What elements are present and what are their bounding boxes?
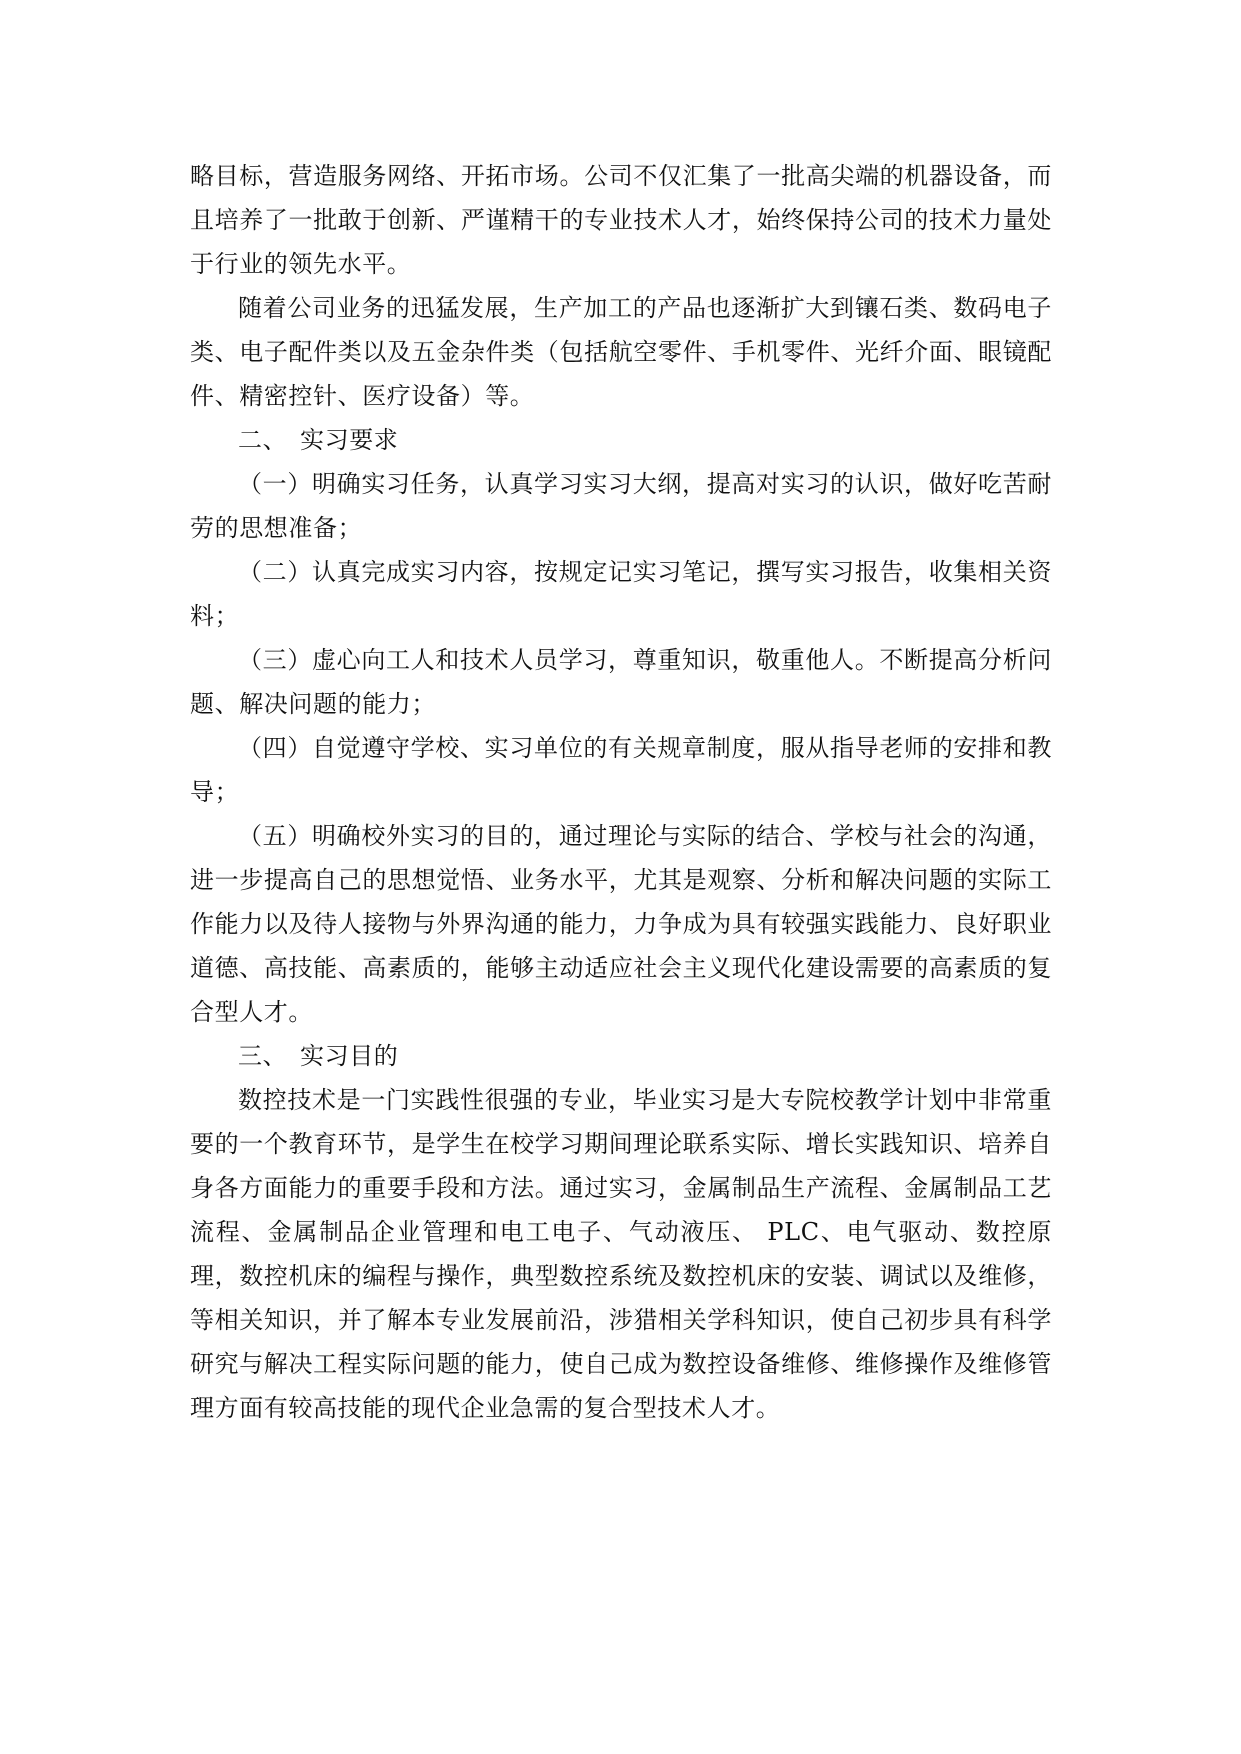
section-number: 三、 — [238, 1042, 288, 1070]
requirement-item-5: （五）明确校外实习的目的，通过理论与实际的结合、学校与社会的沟通，进一步提高自己的思想觉悟、业务水平，尤其是观察、分析和解决问题的实际工作能力以及待人接物与外界沟通的能力，力争成为具有较强实践能力、良好职业道德、高技能、高素质的，能够主动适应社会主义现代化建设需要的高素质的复合型人才。 — [190, 822, 1052, 1026]
paragraph-internship-purpose: 数控技术是一门实践性很强的专业，毕业实习是大专院校教学计划中非常重要的一个教育环节，是学生在校学习期间理论联系实际、增长实践知识、培养自身各方面能力的重要手段和方法。通过实习，金属制品生产流程、金属制品工艺流程、金属制品企业管理和电工电子、气动液压、 PLC、电气驱动、数控原理，数控机床的编程与操作，典型数控系统及数控机床的安装、调试以及维修，等相关知识，并了解本专业发展前沿，涉猎相关学科知识，使自己初步具有科学研究与解决工程实际问题的能力，使自己成为数控设备维修、维修操作及维修管理方面有较高技能的现代企业急需的复合型技术人才。 — [190, 1086, 1052, 1422]
paragraph-business-growth: 随着公司业务的迅猛发展，生产加工的产品也逐渐扩大到镶石类、数码电子类、电子配件类以及五金杂件类（包括航空零件、手机零件、光纤介面、眼镜配件、精密控针、医疗设备）等。 — [190, 294, 1052, 410]
paragraph-company-intro-continued: 略目标，营造服务网络、开拓市场。公司不仅汇集了一批高尖端的机器设备，而且培养了一批敢于创新、严谨精干的专业技术人才，始终保持公司的技术力量处于行业的领先水平。 — [190, 162, 1052, 278]
section-heading-requirements — [190, 418, 1052, 462]
document-body — [190, 154, 1052, 1430]
requirement-item-2: （二）认真完成实习内容，按规定记实习笔记，撰写实习报告，收集相关资料； — [190, 558, 1052, 630]
requirement-item-3: （三）虚心向工人和技术人员学习，尊重知识，敬重他人。不断提高分析问题、解决问题的能力； — [190, 646, 1052, 718]
requirement-item-4: （四）自觉遵守学校、实习单位的有关规章制度，服从指导老师的安排和教导； — [190, 734, 1052, 806]
requirement-item-1: （一）明确实习任务，认真学习实习大纲，提高对实习的认识，做好吃苦耐劳的思想准备； — [190, 470, 1052, 542]
section-title: 实习要求 — [300, 426, 399, 454]
section-number: 二、 — [238, 426, 288, 454]
section-title: 实习目的 — [300, 1042, 399, 1070]
section-heading-purpose — [190, 1034, 1052, 1078]
